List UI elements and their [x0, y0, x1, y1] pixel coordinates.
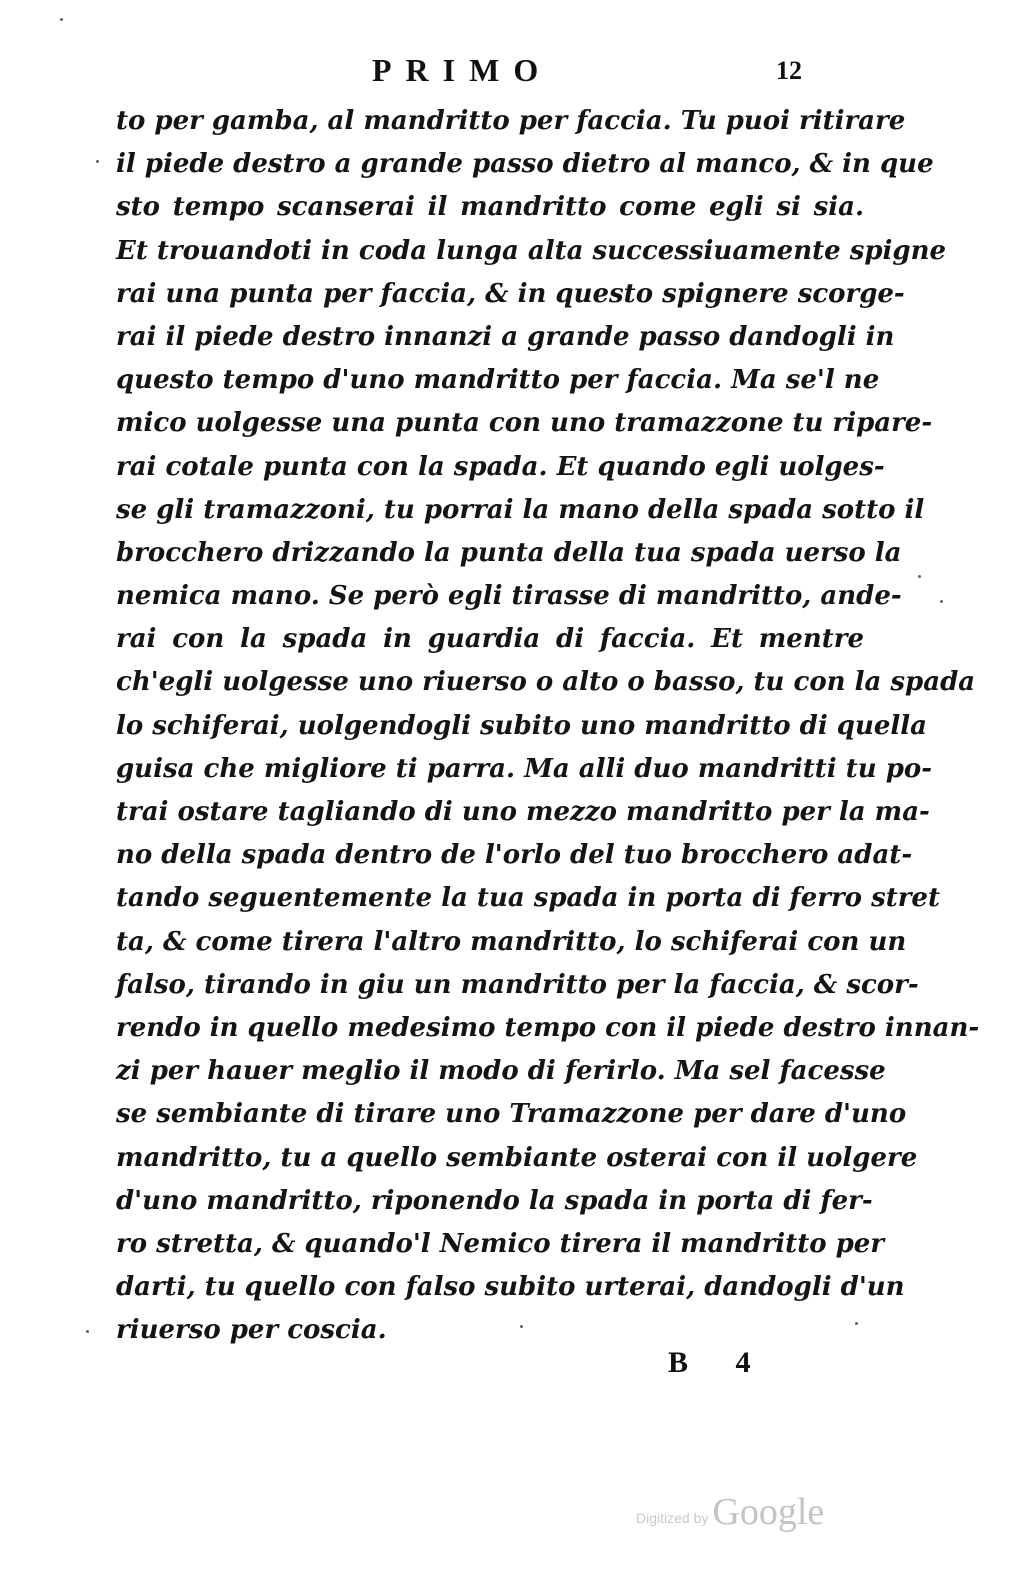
text-line: riuerso per coscia.: [116, 1315, 387, 1346]
text-line: ta, & come tirera l'altro mandritto, lo schiferai con un: [116, 926, 907, 957]
text-line: rai cotale punta con la spada. Et quando egli uolges-: [116, 451, 885, 482]
watermark-logo: Google: [712, 1491, 825, 1533]
text-line: trai ostare tagliando di uno mezzo mandritto per la ma-: [116, 797, 930, 827]
text-line: nemica mano. Se però egli tirasse di mandritto, ande-: [116, 581, 902, 612]
text-line: questo tempo d'uno mandritto per faccia. Ma se'l ne: [116, 365, 880, 396]
text-line: guisa che migliore ti parra. Ma alli duo mandritti tu po-: [116, 753, 933, 784]
text-line: rai con la spada in guardia di faccia. Et mentre: [116, 624, 864, 655]
watermark-prefix: Digitized by: [636, 1510, 709, 1526]
scan-speck: [520, 1325, 523, 1328]
text-line: tando seguentemente la tua spada in porta di ferro stret: [116, 883, 940, 914]
scan-speck: [96, 160, 99, 163]
text-line: se sembiante di tirare uno Tramazzone per dare d'uno: [116, 1099, 907, 1130]
signature-mark: B 4: [668, 1346, 771, 1379]
page-number: 12: [776, 56, 802, 85]
text-line: rai una punta per faccia, & in questo spignere scorge-: [116, 278, 905, 309]
text-line: sto tempo scanserai il mandritto come egli si sia.: [116, 192, 864, 223]
scan-speck: [60, 18, 63, 21]
text-line: zi per hauer meglio il modo di ferirlo. Ma sel facesse: [116, 1056, 886, 1087]
text-line: se gli tramazzoni, tu porrai la mano della spada sotto il: [116, 494, 925, 525]
scan-speck: [940, 600, 943, 603]
scan-speck: [86, 1330, 89, 1333]
scan-speck: [918, 575, 921, 578]
text-line: lo schiferai, uolgendogli subito uno mandritto di quella: [116, 710, 927, 741]
text-line: rai il piede destro innanzi a grande passo dandogli in: [116, 321, 895, 352]
text-line: darti, tu quello con falso subito urterai, dandogli d'un: [116, 1272, 905, 1303]
text-line: il piede destro a grande passo dietro al manco, & in que: [116, 149, 934, 180]
scan-speck: [855, 1322, 858, 1325]
text-line: no della spada dentro de l'orlo del tuo brocchero adat-: [116, 840, 913, 871]
body-text: [116, 100, 980, 1352]
text-line: ch'egli uolgesse uno riuerso o alto o basso, tu con la spada: [116, 667, 976, 698]
text-line: d'uno mandritto, riponendo la spada in porta di fer-: [116, 1185, 873, 1216]
text-line: falso, tirando in giu un mandritto per la faccia, & scor-: [116, 969, 919, 1000]
text-line: to per gamba, al mandritto per faccia. Tu puoi ritirare: [116, 106, 906, 136]
digitization-watermark: [636, 1484, 824, 1534]
text-line: mico uolgesse una punta con uno tramazzone tu ripare-: [116, 408, 933, 439]
text-line: rendo in quello medesimo tempo con il piede destro innan-: [116, 1012, 980, 1043]
text-line: brocchero drizzando la punta della tua spada uerso la: [116, 537, 902, 568]
text-line: ro stretta, & quando'l Nemico tirera il mandritto per: [116, 1228, 885, 1259]
text-line: Et trouandoti in coda lunga alta successiuamente spigne: [116, 235, 947, 266]
text-line: mandritto, tu a quello sembiante osterai con il uolgere: [116, 1142, 918, 1173]
running-head-title: PRIMO: [372, 52, 553, 88]
running-head: [0, 52, 1024, 92]
